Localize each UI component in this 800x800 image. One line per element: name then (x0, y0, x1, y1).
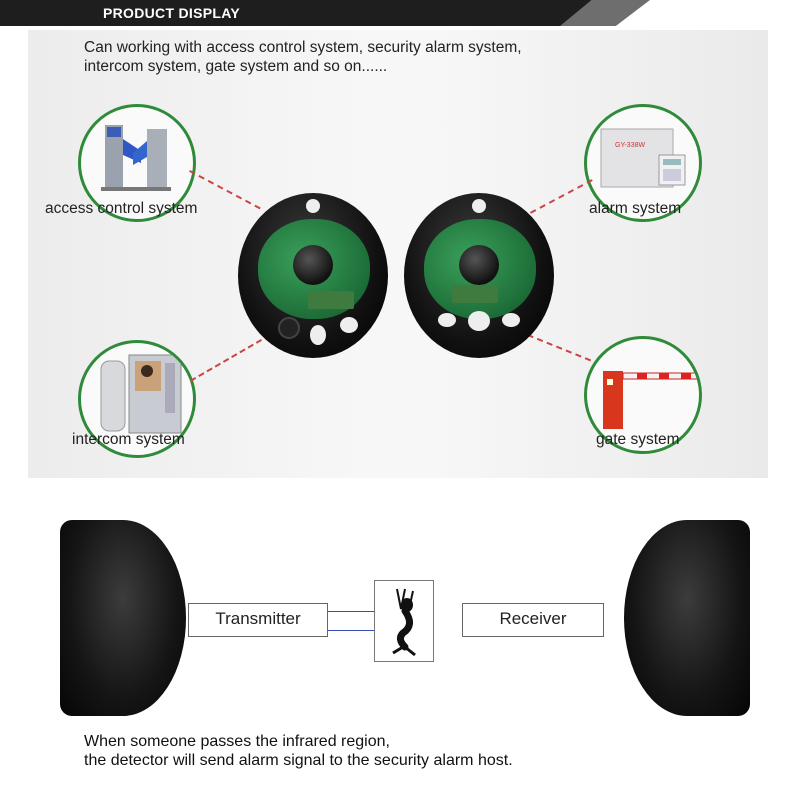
access-control-caption: access control system (45, 200, 198, 217)
lens (293, 245, 333, 285)
cable-hole (310, 325, 326, 345)
alarm-panel-brand: GY-338W (615, 142, 646, 149)
footer-line-2: the detector will send alarm signal to the security alarm host. (84, 752, 513, 769)
cable-hole (278, 317, 300, 339)
sensor-left (238, 193, 388, 358)
sensor-right (404, 193, 554, 358)
cable-hole (438, 313, 456, 327)
terminal-block (308, 291, 354, 309)
header-bar (0, 0, 640, 26)
header (0, 0, 800, 28)
intro-line-1: Can working with access control system, security alarm system, (84, 39, 522, 56)
intruder-icon (375, 581, 433, 661)
transmitter-unit (60, 520, 186, 716)
cable-hole (468, 311, 490, 331)
alarm-system-caption: alarm system (589, 200, 682, 217)
mount-hole (472, 199, 486, 213)
intercom-system-caption: intercom system (72, 431, 185, 448)
receiver-unit (624, 520, 750, 716)
page-title: PRODUCT DISPLAY (103, 5, 241, 21)
cable-hole (502, 313, 520, 327)
footer-text (84, 732, 513, 770)
terminal-block (452, 285, 498, 303)
receiver-label: Receiver (462, 603, 604, 637)
footer-line-1: When someone passes the infrared region, (84, 733, 390, 750)
gate-system-caption: gate system (596, 431, 680, 448)
intruder-figure-box (374, 580, 434, 662)
intro-text (84, 38, 744, 76)
transmitter-label: Transmitter (188, 603, 328, 637)
cable-hole (340, 317, 358, 333)
lens (459, 245, 499, 285)
mount-hole (306, 199, 320, 213)
intro-line-2: intercom system, gate system and so on...... (84, 58, 388, 75)
